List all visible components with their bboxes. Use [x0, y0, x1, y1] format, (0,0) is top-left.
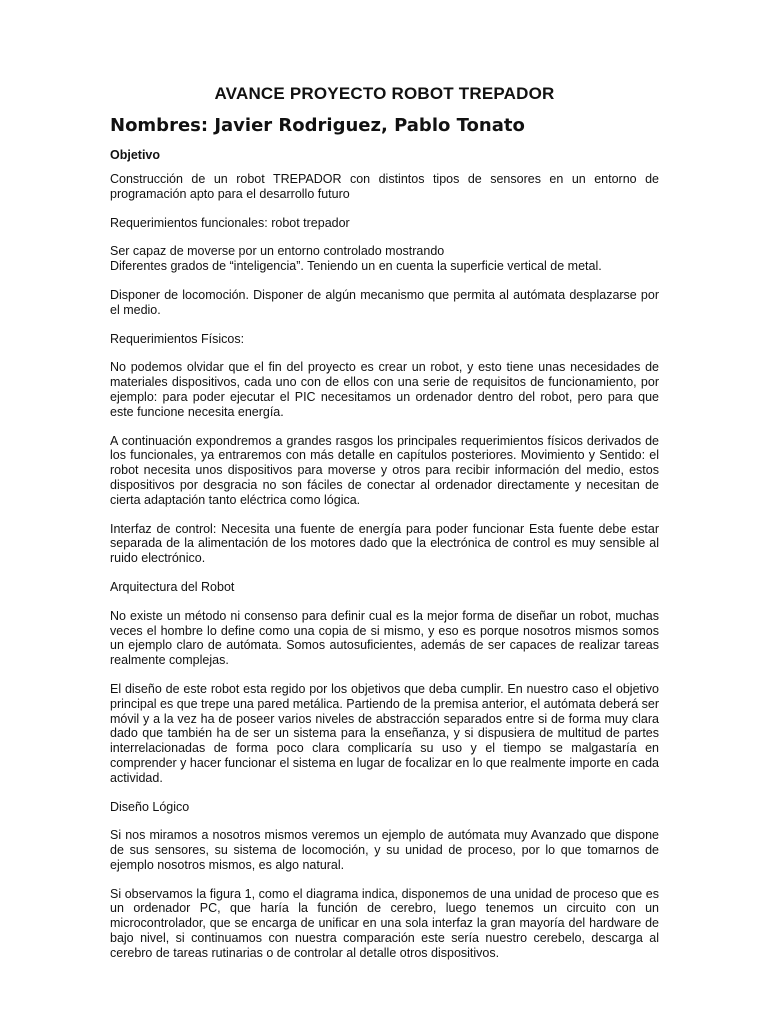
paragraph-arquitectura-heading: Arquitectura del Robot	[110, 579, 235, 594]
authors-line: Nombres: Javier Rodriguez, Pablo Tonato	[110, 115, 525, 136]
paragraph-req-fisicos: Requerimientos Físicos:	[110, 331, 245, 346]
paragraph-locomocion: Disponer de locomoción. Disponer de algún mecanismo que permita al autómata desplazarse por el medio.	[110, 287, 659, 317]
paragraph-diseno: El diseño de este robot esta regido por los objetivos que deba cumplir. En nuestro caso el objetivo principal es que trepe una pared metálica. Partiendo de la premisa anterior, el autómata deberá ser móvil y a la vez ha de poseer varios niveles de abstracción separados entre si de forma muy clara dado que también ha de ser un sistema para la enseñanza, y si dispusiera de multitud de partes interrelacionadas de forma poco clara complicaría su uso y el tiempo se malgastaría en comprender y hacer funcionar el sistema en lugar de focalizar en lo que realmente importe en cada actividad.	[110, 681, 659, 785]
document-title: AVANCE PROYECTO ROBOT TREPADOR	[214, 84, 555, 103]
paragraph-fin-proyecto: No podemos olvidar que el fin del proyecto es crear un robot, y esto tiene unas necesidades de materiales dispositivos, cada uno con de ellos con una serie de requisitos de funcionamiento, por ejemplo: para poder ejecutar el PIC necesitamos un ordenador dentro del robot, pero para que este funcione necesita energía.	[110, 360, 659, 419]
paragraph-diseno-logico-heading: Diseño Lógico	[110, 799, 190, 814]
paragraph-req-funcionales: Requerimientos funcionales: robot trepador	[110, 215, 350, 230]
paragraph-miramos: Si nos miramos a nosotros mismos veremos un ejemplo de autómata muy Avanzado que dispone de sus sensores, su sistema de locomoción, y su unidad de proceso, por lo que tomarnos de ejemplo nosotros mismos, es algo natural.	[110, 828, 659, 872]
text-line: Diferentes grados de “inteligencia”. Teniendo un en cuenta la superficie vertical de metal.	[110, 259, 602, 274]
document-page	[110, 84, 659, 975]
paragraph-figura: Si observamos la figura 1, como el diagrama indica, disponemos de una unidad de proceso que es un ordenador PC, que haría la función de cerebro, luego tenemos un circuito con un microcontrolador, que se encarga de unificar en una sola interfaz la gran mayoría del hardware de bajo nivel, si continuamos con nuestra comparación este sería nuestro cerebelo, descarga al cerebro de tareas rutinarias o de controlar al detalle otros dispositivos.	[110, 886, 659, 960]
paragraph-interfaz-control: Interfaz de control: Necesita una fuente de energía para poder funcionar Esta fuente debe estar separada de la alimentación de los motores dado que la electrónica de control es muy sensible al ruido electrónico.	[110, 521, 659, 566]
paragraph-metodo: No existe un método ni consenso para definir cual es la mejor forma de diseñar un robot, muchas veces el hombre lo define como una copia de si mismo, y eso es porque nosotros mismos somos un ejemplo claro de autómata. Somos autosuficientes, además de ser capaces de realizar tareas realmente complejas.	[110, 608, 659, 668]
paragraph-moverse	[110, 244, 659, 274]
section-heading-objetivo: Objetivo	[110, 148, 161, 162]
text-line: Ser capaz de moverse por un entorno controlado mostrando	[110, 244, 445, 259]
paragraph-construccion: Construcción de un robot TREPADOR con distintos tipos de sensores en un entorno de programación apto para el desarrollo futuro	[110, 172, 659, 201]
paragraph-continuacion: A continuación expondremos a grandes rasgos los principales requerimientos físicos derivados de los funcionales, ya entraremos con más detalle en capítulos posteriores. Movimiento y Sentido: el robot necesita unos dispositivos para moverse y otros para recibir información del medio, estos dispositivos por desgracia no son fáciles de conectar al ordenador directamente y necesitan de cierta adaptación tanto eléctrica como lógica.	[110, 433, 659, 507]
